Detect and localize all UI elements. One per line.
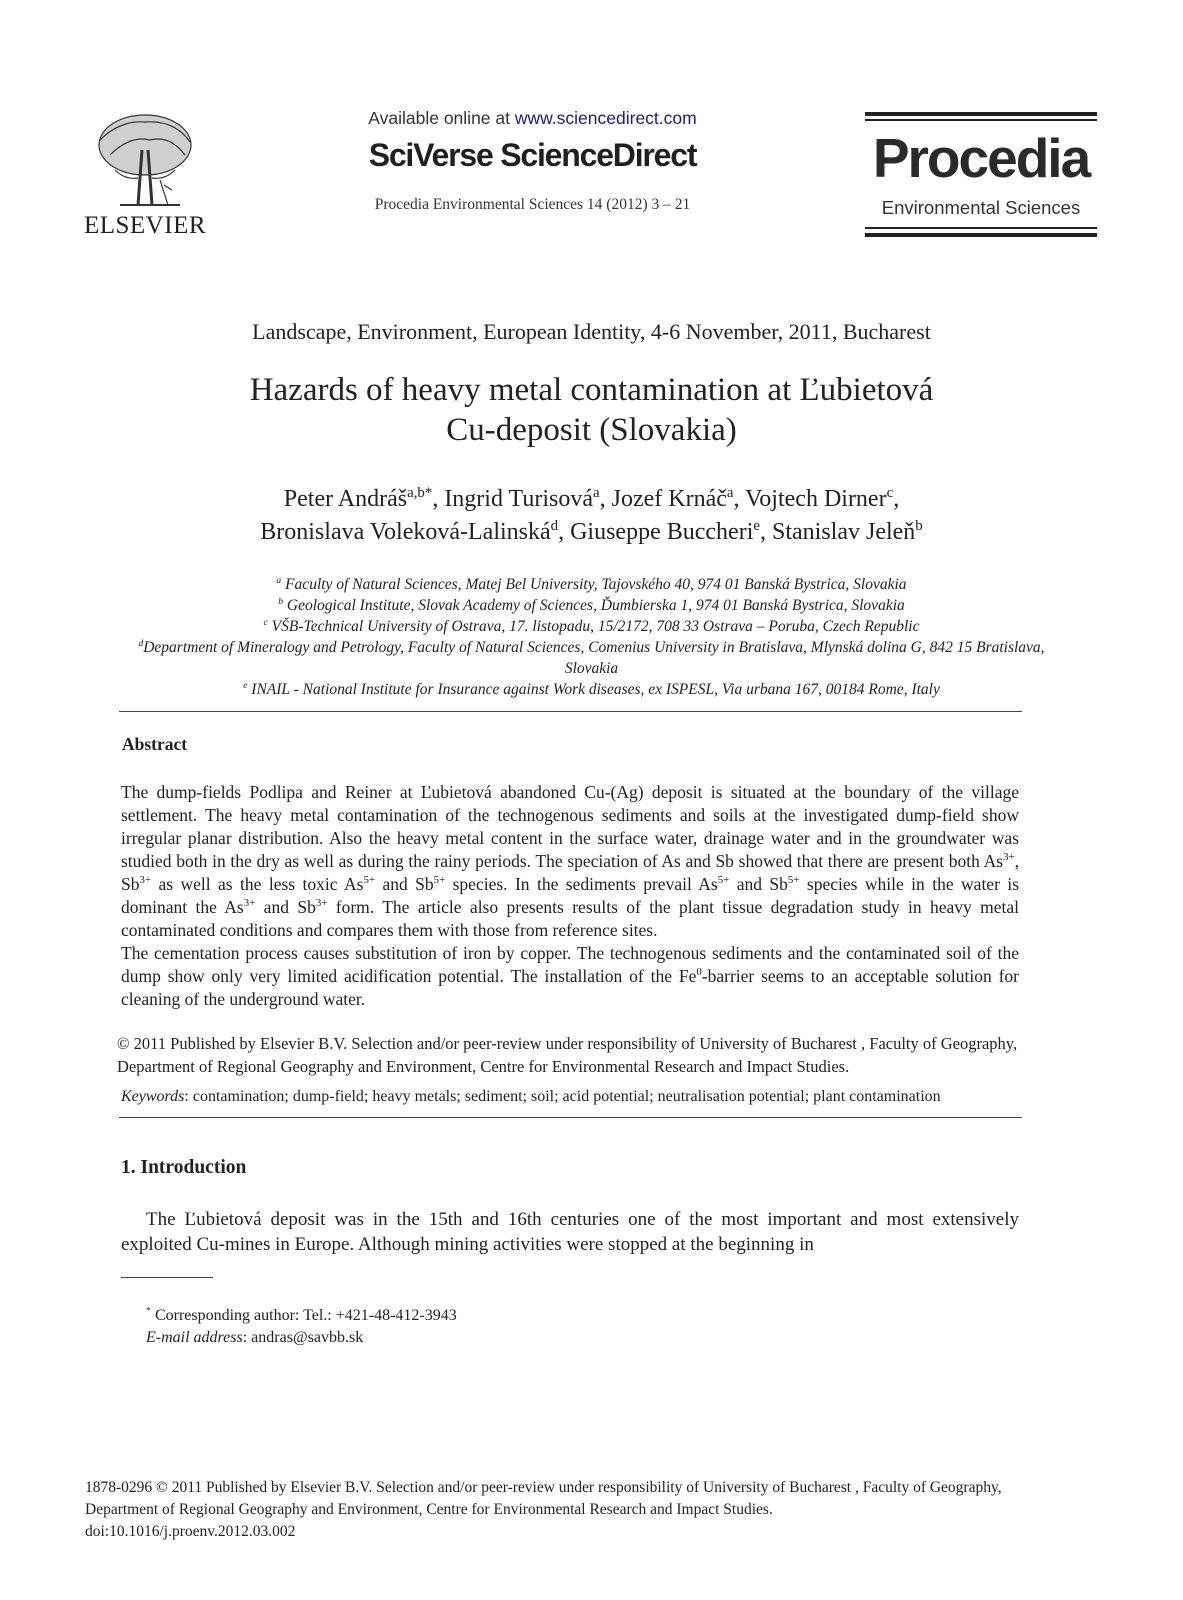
issn-line: 1878-0296 © 2011 Published by Elsevier B.V. Selection and/or peer-review under responsibility of University of Bucharest , Faculty of Geography, <box>85 1479 1002 1496</box>
procedia-logo <box>865 112 1097 238</box>
abstract-text: form. The article also presents results of the plant tissue degradation study in heavy metal contaminated conditions and compares them with those from reference sites. <box>121 897 1020 940</box>
author-name: Jozef Krnáč <box>611 486 727 512</box>
affiliation-sup: d <box>138 637 144 649</box>
header-center <box>320 108 745 214</box>
affiliation-item <box>115 679 1068 700</box>
abstract-heading: Abstract <box>122 734 188 754</box>
author-affil-sup: a,b* <box>407 485 433 501</box>
journal-citation: Procedia Environmental Sciences 14 (2012) 3 – 21 <box>374 196 691 213</box>
issn-line-2: Department of Regional Geography and Environment, Centre for Environmental Research and Impact Studies. <box>85 1501 773 1518</box>
abstract-text: as well as the less toxic As <box>151 874 364 894</box>
logo-rule-bottom-thin <box>865 227 1097 229</box>
affiliation-item <box>115 595 1068 616</box>
abstract-text: and Sb <box>729 874 788 894</box>
abstract-text: species. In the sediments prevail As <box>445 874 718 894</box>
affiliation-text: Department of Mineralogy and Petrology, Faculty of Natural Sciences, Comenius University in Bratislava, Mlynská dolina G, 842 15 Bratislava, Slovakia <box>143 639 1045 677</box>
available-online <box>320 108 745 129</box>
bottom-publication-info <box>85 1477 1115 1543</box>
affiliation-item <box>115 616 1068 637</box>
corresponding-text: Corresponding author: Tel.: +421-48-412-3943 <box>150 1307 457 1324</box>
author-affil-sup: b <box>915 518 923 534</box>
author-name: Ingrid Turisová <box>444 486 593 512</box>
divider-top <box>119 711 1022 712</box>
corresponding-author <box>146 1305 457 1327</box>
elsevier-logo <box>80 110 210 245</box>
email-label: E-mail address <box>146 1329 243 1346</box>
author-name: Giuseppe Buccheri <box>570 519 754 545</box>
author-separator: , <box>432 486 445 512</box>
keywords-label: Keywords <box>121 1088 185 1105</box>
elsevier-tree-icon <box>90 110 200 210</box>
oxidation-sup: 5+ <box>717 874 730 887</box>
introduction-text: The Ľubietová deposit was in the 15th and 16th centuries one of the most important and most extensively exploited Cu-mines in Europe. Although mining activities were stopped at the beginning in <box>121 1209 1019 1255</box>
abstract-text: species while in the water is dominant the As <box>121 874 1020 917</box>
abstract-body <box>121 781 1019 1011</box>
affiliation-item <box>115 637 1068 679</box>
author-name: Stanislav Jeleň <box>771 519 916 545</box>
affiliation-sup: c <box>263 616 268 628</box>
sciencedirect-link[interactable]: www.sciencedirect.com <box>514 108 697 128</box>
introduction-heading: 1. Introduction <box>121 1157 247 1178</box>
affiliation-text: VŠB-Technical University of Ostrava, 17. listopadu, 15/2172, 708 33 Ostrava – Poruba, Czech Republic <box>271 618 920 635</box>
author-affil-sup: e <box>753 518 760 534</box>
abstract-text: and Sb <box>255 897 316 917</box>
affiliation-sup: b <box>278 595 284 607</box>
author-affil-sup: a <box>593 485 600 501</box>
logo-rule-top-thin <box>865 119 1097 121</box>
logo-rule-top <box>865 112 1097 116</box>
author-name: Bronislava Voleková-Lalinská <box>260 519 551 545</box>
abstract-paragraph-1 <box>121 781 1019 942</box>
author-separator: , <box>558 519 571 545</box>
affiliation-sup: a <box>276 574 282 586</box>
abstract-text: The dump-fields Podlipa and Reiner at Ľubietová abandoned Cu-(Ag) deposit is situated at the boundary of the village settlement. The heavy metal contamination of the technogenous sediments and soils at the investigated dump-field show irregular planar distribution. Also the heavy metal content in the surface water, drainage water and in the groundwater was studied both in the dry as well as during the rainy periods. The speciation of As and Sb showed that there are present both As <box>121 782 1019 871</box>
affiliation-item <box>115 574 1068 595</box>
author-line-2 <box>100 516 1083 549</box>
affiliation-text: Faculty of Natural Sciences, Matej Bel University, Tajovského 40, 974 01 Banská Bystrica, Slovakia <box>285 576 907 593</box>
abstract-text: The cementation process causes substitution of iron by copper. The technogenous sediments and the contaminated soil of the dump show only very limited acidification potential. The installation of the Fe <box>121 943 1019 986</box>
keywords-text: : contamination; dump-field; heavy metals; sediment; soil; acid potential; neutralisation potential; plant contamination <box>184 1088 941 1105</box>
divider-bottom <box>119 1117 1022 1118</box>
logo-rule-bottom <box>865 233 1097 237</box>
copyright-notice: © 2011 Published by Elsevier B.V. Selection and/or peer-review under responsibility of University of Bucharest , Faculty of Geography, Department of Regional Geography and Environment, Centre for Environmental Research and Impact Studies. <box>117 1034 1018 1076</box>
paper-title <box>100 370 1083 450</box>
author-list <box>100 483 1083 549</box>
author-separator: , <box>893 486 900 512</box>
email-line <box>146 1327 457 1349</box>
affiliations <box>115 574 1068 700</box>
affiliation-sup: e <box>243 679 248 691</box>
author-line-1 <box>100 483 1083 516</box>
oxidation-sup: 5+ <box>787 874 800 887</box>
abstract-text: and Sb <box>375 874 434 894</box>
author-name: Peter Andráš <box>283 486 408 512</box>
abstract-text: -barrier seems to an acceptable solution for cleaning of the underground water. <box>121 966 1020 1009</box>
doi-link[interactable]: doi:10.1016/j.proenv.2012.03.002 <box>85 1523 296 1540</box>
oxidation-sup: 3+ <box>243 897 256 910</box>
author-affil-sup: c <box>886 485 894 501</box>
email-value[interactable]: : andras@savbb.sk <box>242 1329 364 1346</box>
oxidation-sup: 3+ <box>315 897 328 910</box>
oxidation-sup: 3+ <box>1003 851 1015 864</box>
author-affil-sup: d <box>550 518 559 534</box>
sciverse-logo: SciVerse ScienceDirect <box>368 137 697 173</box>
title-line-2: Cu-deposit (Slovakia) <box>446 412 737 448</box>
procedia-subtitle: Environmental Sciences <box>881 197 1081 218</box>
oxidation-sup: 0 <box>696 966 702 979</box>
conference-name: Landscape, Environment, European Identity, 4-6 November, 2011, Bucharest <box>252 319 931 344</box>
footnote-divider <box>121 1277 213 1278</box>
author-name: Vojtech Dirner <box>745 486 887 512</box>
available-prefix: Available online at <box>368 108 515 128</box>
affiliation-text: Geological Institute, Slovak Academy of Sciences, Ďumbierska 1, 974 01 Banská Bystrica, Slovakia <box>286 597 905 614</box>
author-affil-sup: a <box>726 485 734 501</box>
author-separator: , <box>759 519 772 545</box>
author-separator: , <box>599 486 612 512</box>
footnote <box>146 1305 457 1349</box>
oxidation-sup: 3+ <box>139 874 152 887</box>
procedia-title: Procedia <box>872 127 1090 189</box>
affiliation-text: INAIL - National Institute for Insurance against Work diseases, ex ISPESL, Via urbana 167, 00184 Rome, Italy <box>251 681 940 698</box>
title-line-1: Hazards of heavy metal contamination at Ľubietová <box>249 372 934 408</box>
footnote-star: * <box>146 1305 151 1317</box>
keywords <box>121 1088 1026 1106</box>
abstract-text: , Sb <box>121 851 1019 894</box>
elsevier-wordmark: ELSEVIER <box>83 212 207 239</box>
oxidation-sup: 5+ <box>433 874 446 887</box>
oxidation-sup: 5+ <box>363 874 376 887</box>
abstract-paragraph-2 <box>121 942 1019 1011</box>
author-separator: , <box>733 486 746 512</box>
